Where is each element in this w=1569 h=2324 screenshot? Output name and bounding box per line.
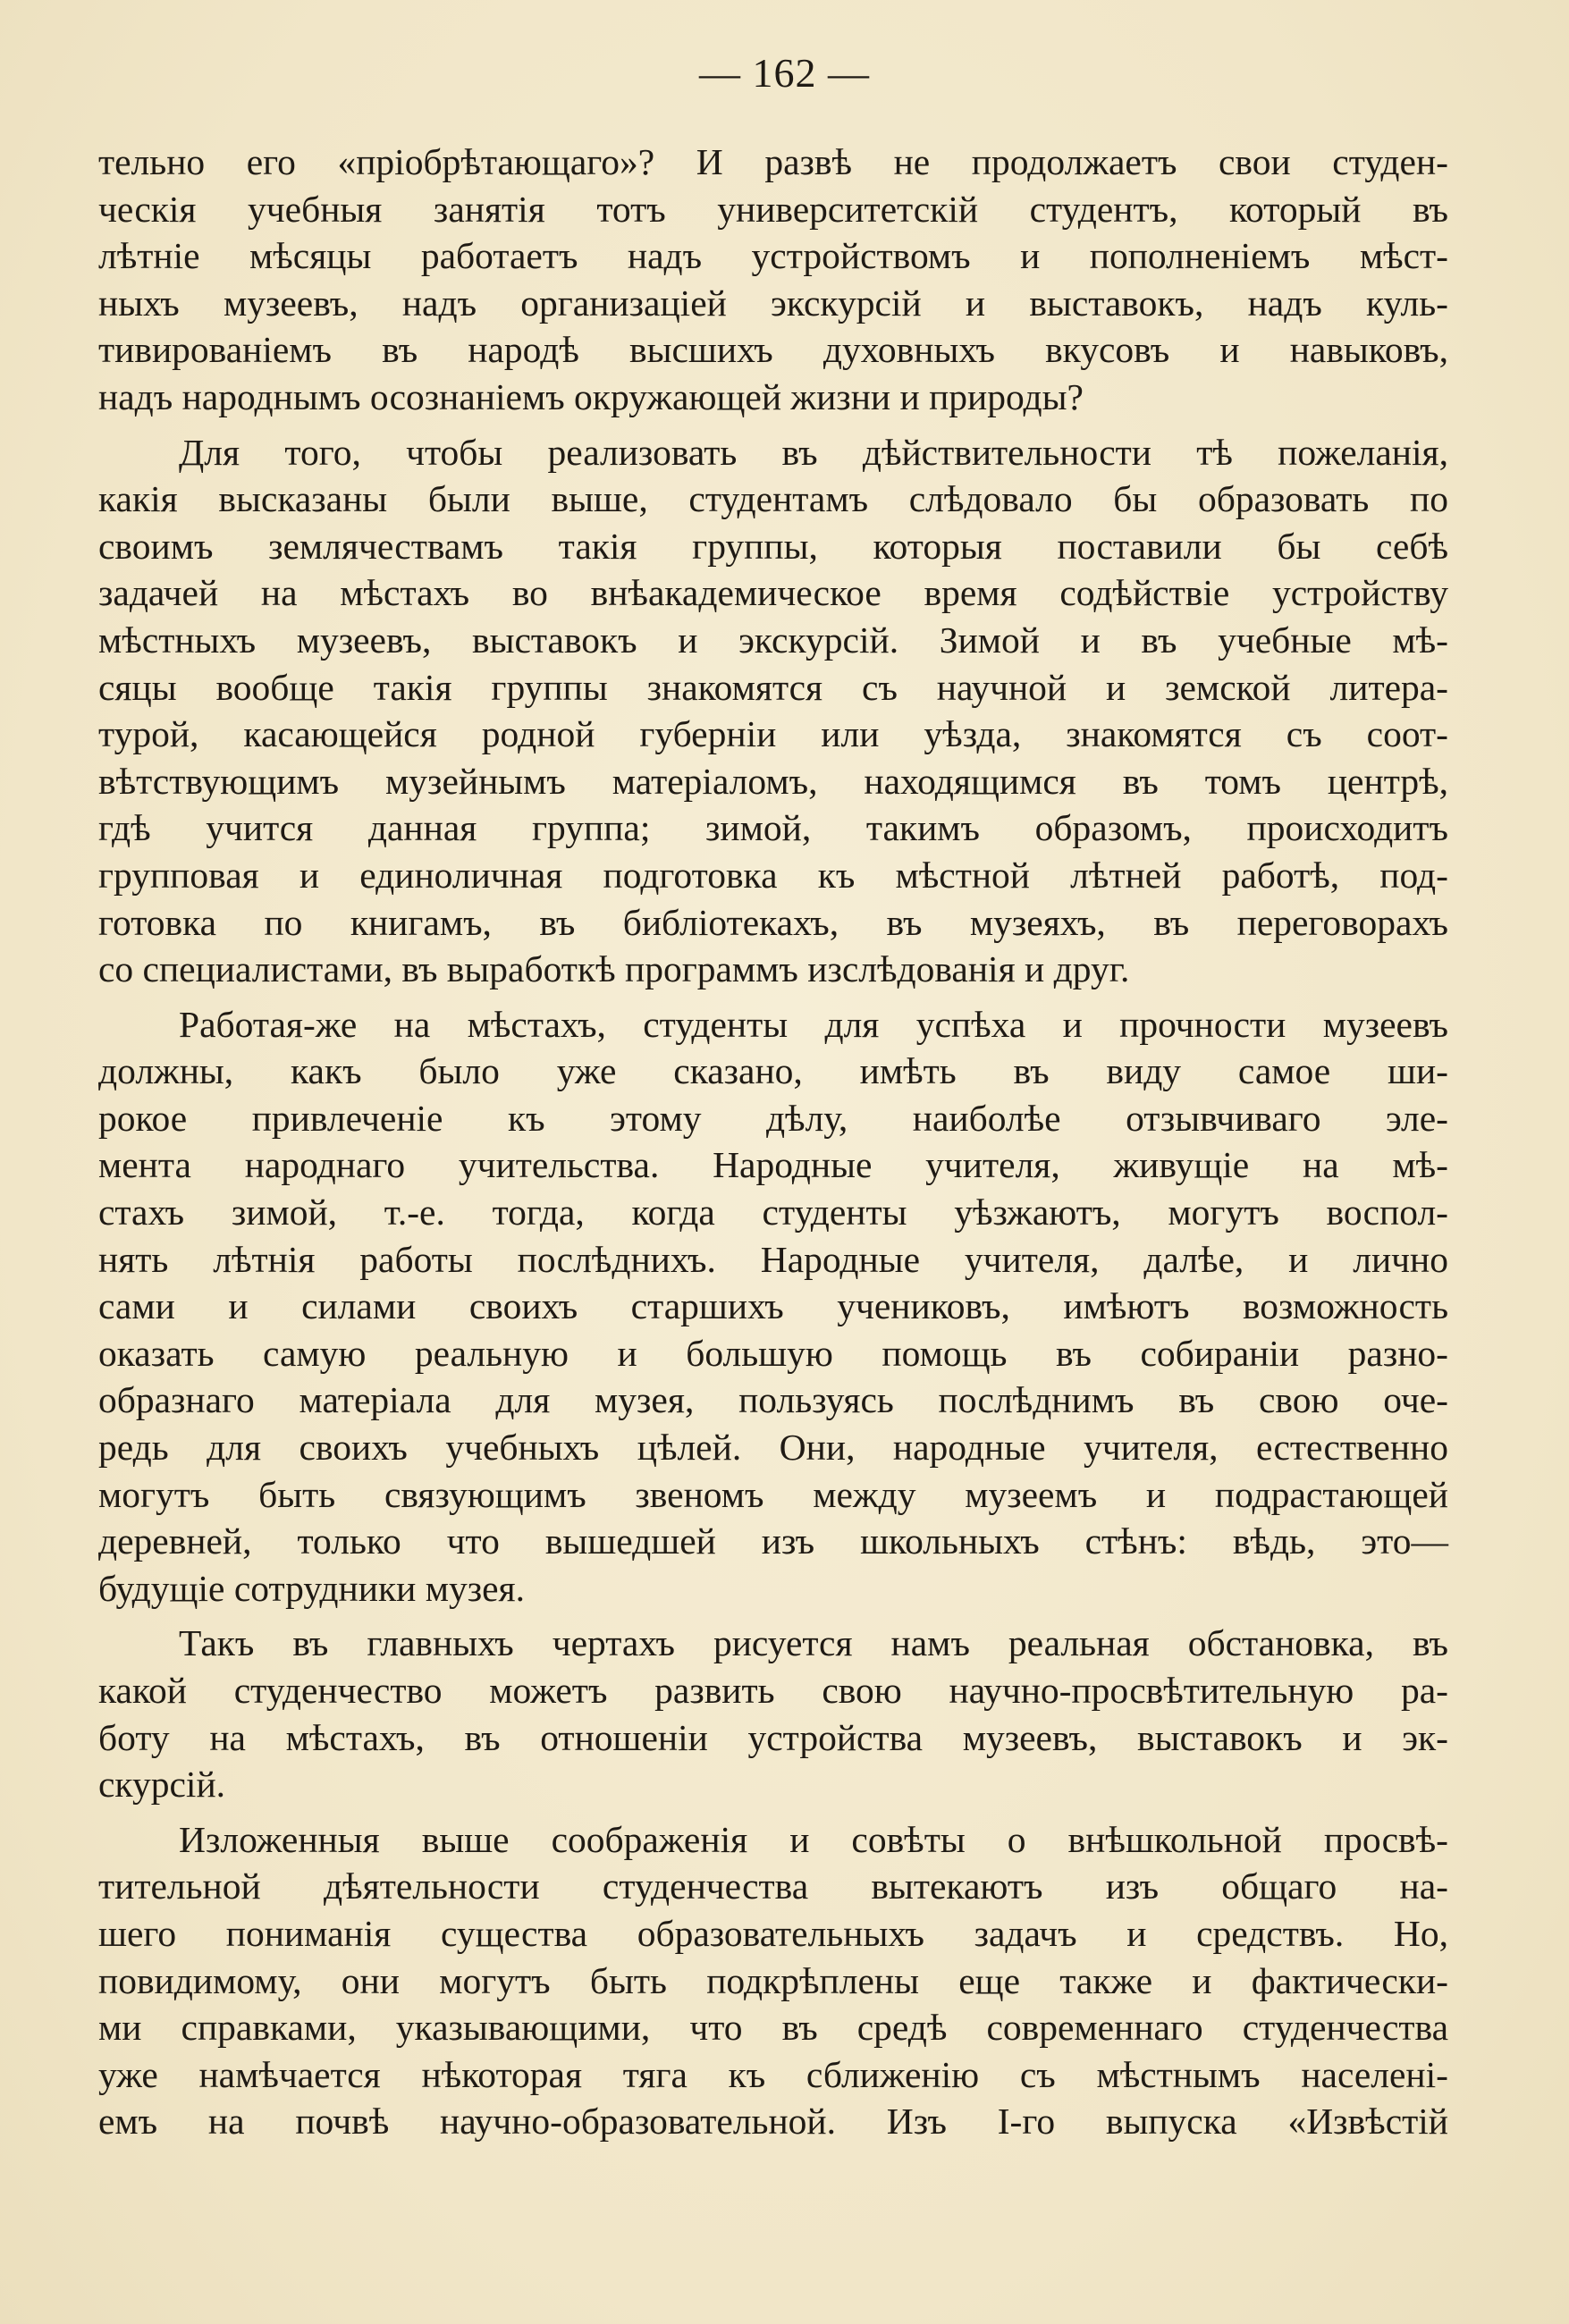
text-line: мента народнаго учительства. Народные учителя, живущіе на мѣ- bbox=[98, 1144, 1448, 1186]
text-line: повидимому, они могутъ быть подкрѣплены еще также и фактически- bbox=[98, 1959, 1448, 2001]
text-line: емъ на почвѣ научно-образовательной. Изъ I-го выпуска «Извѣстій bbox=[98, 2101, 1448, 2143]
text-line: какой студенчество можетъ развить свою научно-просвѣтительную ра- bbox=[98, 1670, 1448, 1711]
text-line: Для того, чтобы реализовать въ дѣйствительности тѣ пожеланія, bbox=[179, 431, 1448, 473]
text-line: нять лѣтнія работы послѣднихъ. Народные учителя, далѣе, и лично bbox=[98, 1238, 1448, 1280]
text-line: шего пониманія существа образовательныхъ задачъ и средствъ. Но, bbox=[98, 1912, 1448, 1954]
paragraph bbox=[98, 1816, 1448, 2145]
body-text bbox=[98, 139, 1448, 2153]
page-number: — 162 — bbox=[699, 50, 870, 96]
text-line: тивированіемъ въ народѣ высшихъ духовныхъ вкусовъ и навыковъ, bbox=[98, 329, 1448, 371]
text-line: со специалистами, въ выработкѣ программъ изслѣдованія и друг. bbox=[98, 948, 1130, 990]
text-line: оказать самую реальную и большую помощь въ собираніи разно- bbox=[98, 1332, 1448, 1374]
text-line: задачей на мѣстахъ во внѣакадемическое время содѣйствіе устройству bbox=[98, 572, 1448, 614]
text-line: уже намѣчается нѣкоторая тяга къ сближенію съ мѣстнымъ населені- bbox=[98, 2053, 1448, 2095]
text-line: Работая-же на мѣстахъ, студенты для успѣха и прочности музеевъ bbox=[179, 1003, 1448, 1045]
text-line: Изложенныя выше соображенія и совѣты о внѣшкольной просвѣ- bbox=[179, 1818, 1448, 1860]
paragraph bbox=[98, 1620, 1448, 1807]
text-line: ми справками, указывающими, что въ средѣ современнаго студенчества bbox=[98, 2007, 1448, 2049]
text-line: тительной дѣятельности студенчества вытекаютъ изъ общаго на- bbox=[98, 1865, 1448, 1907]
text-line: ческія учебныя занятія тотъ университетскій студентъ, который въ bbox=[98, 188, 1448, 230]
text-line: скурсій. bbox=[98, 1764, 226, 1806]
text-line: своимъ землячествамъ такія группы, которыя поставили бы себѣ bbox=[98, 525, 1448, 567]
text-line: стахъ зимой, т.-е. тогда, когда студенты уѣзжаютъ, могутъ воспол- bbox=[98, 1191, 1448, 1234]
text-line: деревней, только что вышедшей изъ школьныхъ стѣнъ: вѣдь, это— bbox=[98, 1520, 1448, 1562]
text-line: сяцы вообще такія группы знакомятся съ научной и земской литера- bbox=[98, 666, 1448, 708]
text-line: лѣтніе мѣсяцы работаетъ надъ устройствомъ и пополненіемъ мѣст- bbox=[98, 235, 1448, 277]
text-line: боту на мѣстахъ, въ отношеніи устройства музеевъ, выставокъ и эк- bbox=[98, 1716, 1448, 1758]
text-line: ныхъ музеевъ, надъ организаціей экскурсій и выставокъ, надъ куль- bbox=[98, 282, 1448, 324]
text-line: могутъ быть связующимъ звеномъ между музеемъ и подрастающей bbox=[98, 1473, 1448, 1515]
text-line: групповая и единоличная подготовка къ мѣстной лѣтней работѣ, под- bbox=[98, 854, 1448, 896]
paragraph bbox=[98, 1001, 1448, 1612]
text-line: должны, какъ было уже сказано, имѣть въ виду самое ши- bbox=[98, 1050, 1448, 1092]
text-line: готовка по книгамъ, въ библіотекахъ, въ музеяхъ, въ переговорахъ bbox=[98, 901, 1448, 943]
paragraph bbox=[98, 139, 1448, 421]
text-line: вѣтствующимъ музейнымъ матеріаломъ, находящимся въ томъ центрѣ, bbox=[98, 760, 1448, 802]
text-line: надъ народнымъ осознаніемъ окружающей жизни и природы? bbox=[98, 375, 1084, 417]
text-line: редь для своихъ учебныхъ цѣлей. Они, народные учителя, естественно bbox=[98, 1427, 1448, 1469]
paragraph bbox=[98, 429, 1448, 993]
text-line: какія высказаны были выше, студентамъ слѣдовало бы образовать по bbox=[98, 478, 1448, 520]
text-line: Такъ въ главныхъ чертахъ рисуется намъ реальная обстановка, въ bbox=[179, 1622, 1448, 1664]
text-line: тельно его «пріобрѣтающаго»? И развѣ не продолжаетъ свои студен- bbox=[98, 141, 1448, 182]
text-line: турой, касающейся родной губерніи или уѣзда, знакомятся съ соот- bbox=[98, 713, 1448, 755]
text-line: сами и силами своихъ старшихъ учениковъ, имѣютъ возможность bbox=[98, 1285, 1448, 1327]
text-line: образнаго матеріала для музея, пользуясь послѣднимъ въ свою оче- bbox=[98, 1379, 1448, 1421]
text-line: гдѣ учится данная группа; зимой, такимъ образомъ, происходитъ bbox=[98, 807, 1448, 849]
text-line: мѣстныхъ музеевъ, выставокъ и экскурсій. Зимой и въ учебные мѣ- bbox=[98, 619, 1448, 661]
text-line: будущіе сотрудники музея. bbox=[98, 1567, 525, 1609]
text-line: рокое привлеченіе къ этому дѣлу, наиболѣе отзывчиваго эле- bbox=[98, 1097, 1448, 1139]
